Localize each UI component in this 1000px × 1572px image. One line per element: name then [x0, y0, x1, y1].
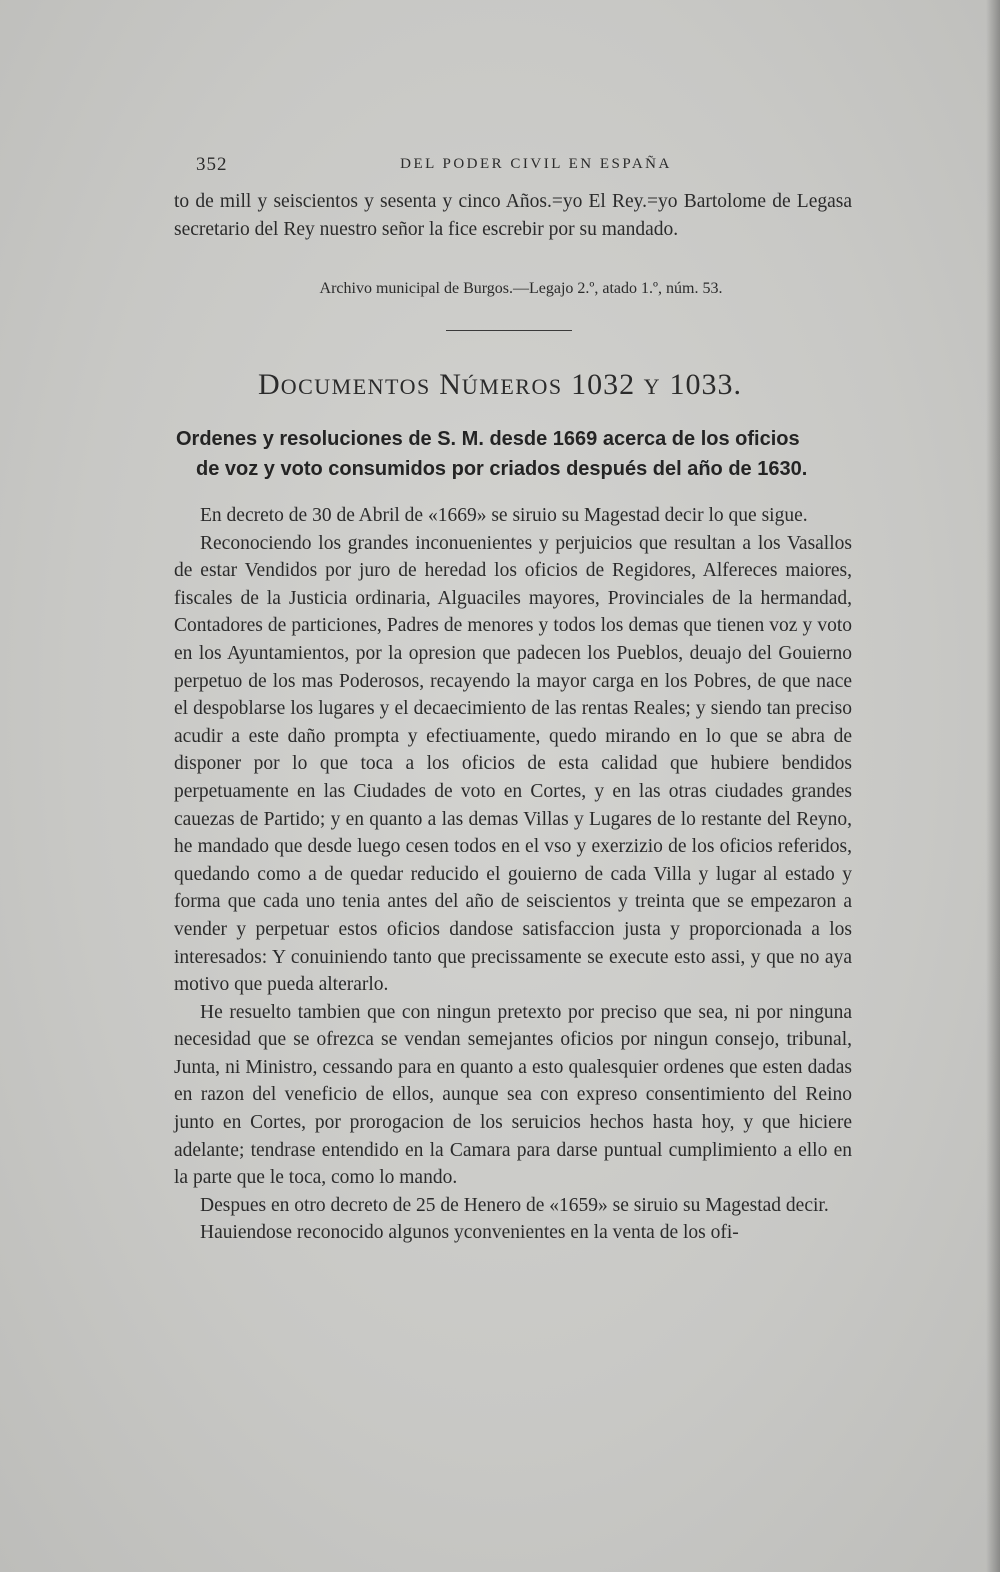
title-number-1: 1032 — [571, 368, 636, 401]
title-initial-2: N — [439, 368, 462, 401]
running-head: DEL PODER CIVIL EN ESPAÑA — [400, 156, 672, 172]
title-conjunction: Y — [643, 374, 661, 399]
page-number: 352 — [196, 154, 228, 175]
page-edge-shadow — [986, 0, 1000, 1572]
document-body — [174, 502, 852, 1247]
title-initial-1: D — [258, 368, 281, 401]
paragraph-despues: Despues en otro decreto de 25 de Henero de «1659» se siruio su Magestad decir. — [200, 1194, 829, 1216]
paragraph-hauiendose: Hauiendose reconocido algunos yconvenientes en la venta de los ofi- — [200, 1222, 739, 1244]
paragraph-decree-1669: En decreto de 30 de Abril de «1669» se siruio su Magestad decir lo que sigue. — [200, 505, 808, 526]
continuation-text — [174, 188, 852, 243]
source-citation: Archivo municipal de Burgos.—Legajo 2.º, atado 1.º, núm. 53. — [319, 280, 723, 297]
document-summary — [176, 424, 856, 484]
continuation-paragraph: to de mill y seiscientos y sesenta y cinco Años.=yo El Rey.=yo Bartolome de Legasa secretario del Rey nuestro señor la fice escrebir por su mandado. — [174, 191, 852, 240]
title-word-2: ÚMEROS — [461, 374, 563, 399]
document-title — [0, 368, 1000, 402]
title-number-2: 1033. — [669, 368, 742, 401]
title-word-1: OCUMENTOS — [280, 374, 431, 399]
section-divider — [446, 330, 572, 331]
summary-line-1: Ordenes y resoluciones de S. M. desde 1669 acerca de los oficios — [176, 428, 800, 450]
page-header — [196, 154, 836, 178]
summary-line-2: de voz y voto consumidos por criados después del año de 1630. — [196, 458, 808, 480]
paragraph-reconociendo: Reconociendo los grandes inconuenientes y perjuicios que resultan a los Vasallos de estar Vendidos por juro de heredad los oficios de Regidores, Alfereces maiores, fiscales de la Justicia ordinaria, Alguaciles mayores, Provinciales de la hermandad, Contadores de particiones, Padres de menores y todos los demas que tienen voz y voto en los Ayuntamientos, por la opresion que padecen los Pueblos, deuajo del Gouierno perpetuo de los mas Poderosos, recayendo la mayor carga en los Pobres, de que nace el despoblarse los lugares y el decaecimiento de las rentas Reales; y siendo tan preciso acudir a este daño prompta y efectiuamente, quedo mirando en lo que se abra de disponer por lo que toca a los oficios de esta calidad que hubiere bendidos perpetuamente en las Ciudades de voto en Cortes, y en las otras ciudades grandes cauezas de Partido; y en quanto a las demas Villas y Lugares de lo restante del Reyno, he mandado que desde luego cesen todos en el vso y exerzizio de los oficios referidos, quedando como a de quedar reducido el gouierno de cada Villa y lugar al estado y forma que cada uno tenia antes del año de seiscientos y treinta que se empezaron a vender y perpetuar estos oficios dandose satisfaccion justa y proporcionada a los interesados: Y conuiniendo tanto que precissamente se execute esto assi, y que no aya motivo que pueda alterarlo. — [174, 532, 852, 996]
paragraph-he-resuelto: He resuelto tambien que con ningun pretexto por preciso que sea, ni por ninguna necesidad que se ofrezca se vendan semejantes oficios por ningun consejo, tribunal, Junta, ni Ministro, cessando para en quanto a esto qualesquier ordenes que esten dadas en razon del veneficio de ellos, aunque sea con expreso consentimiento del Reino junto en Cortes, por prorogacion de los seruicios hechos hasta hoy, y que hiciere adelante; tendrase entendido en la Camara para darse puntual cumplimiento a ello en la parte que le toca, como lo mando. — [174, 1001, 852, 1189]
